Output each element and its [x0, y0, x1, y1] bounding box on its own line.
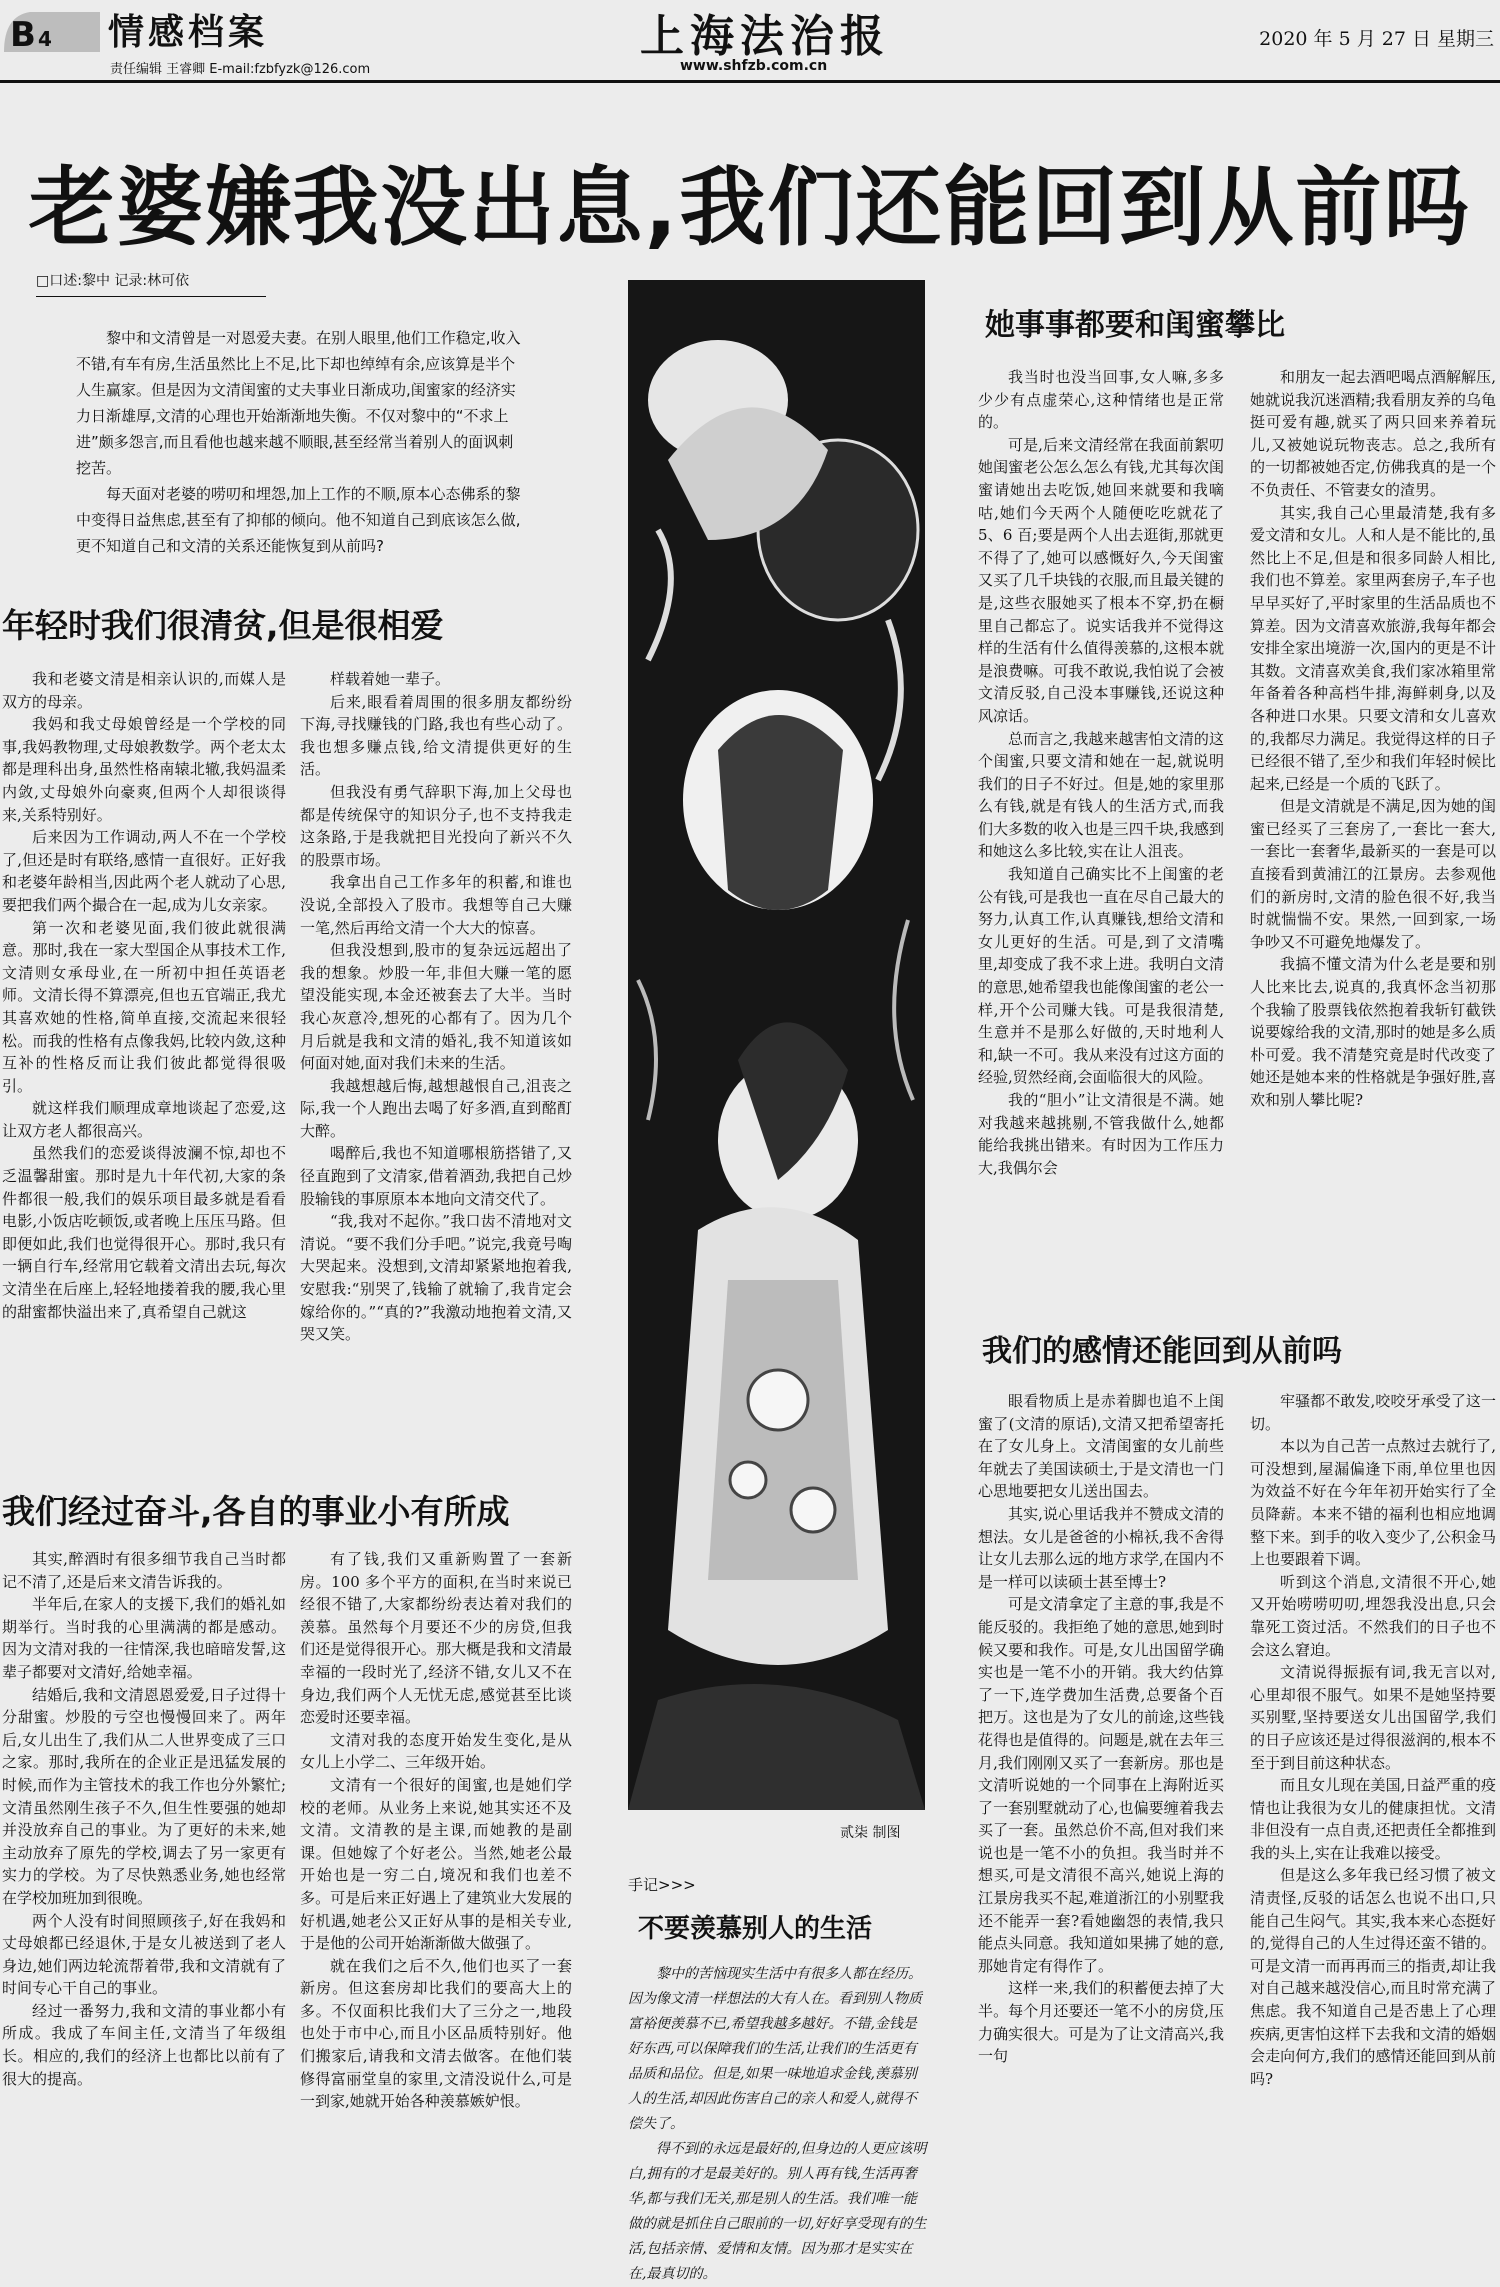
paragraph: 总而言之,我越来越害怕文清的这个闺蜜,只要文清和她在一起,就说明我们的日子不好过。但是,她的家里那么有钱,就是有钱人的生活方式,而我们大多数的收入也是三四千块,我感到和她这么多比较,实在让人沮丧。: [978, 729, 1224, 861]
paragraph: 文清对我的态度开始发生变化,是从女儿上小学二、三年级开始。: [300, 1730, 572, 1772]
paragraph: 其实,说心里话我并不赞成文清的想法。女儿是爸爸的小棉袄,我不舍得让女儿去那么远的地方求学,在国内不是一样可以读硕士甚至博士?: [978, 1504, 1224, 1591]
paragraph: 我搞不懂文清为什么老是要和别人比来比去,说真的,我真怀念当初那个我输了股票钱依然抱着我斩钉截铁说要嫁给我的文清,那时的她是多么质朴可爱。我不清楚究竟是时代改变了她还是她本来的性格就是争强好胜,喜欢和别人攀比呢?: [1250, 955, 1496, 1109]
paragraph: 我知道自己确实比不上闺蜜的老公有钱,可是我也一直在尽自己最大的努力,认真工作,认真赚钱,想给文清和女儿更好的生活。可是,到了文清嘴里,却变成了我不求上进。我明白文清的意思,她希望我也能像闺蜜的老公一样,开个公司赚大钱。可是我很清楚,生意并不是那么好做的,天时地利人和,缺一不可。我从来没有过这方面的经验,贸然经商,会面临很大的风险。: [978, 865, 1224, 1087]
paragraph: 得不到的永远是最好的,但身边的人更应该明白,拥有的才是最美好的。别人再有钱,生活再奢华,都与我们无关,那是别人的生活。我们唯一能做的就是抓住自己眼前的一切,好好享受现有的生活,包括亲情、爱情和友情。因为那才是实实在在,最真切的。: [628, 2141, 927, 2282]
page-badge: [0, 6, 104, 56]
paragraph: 结婚后,我和文清恩恩爱爱,日子过得十分甜蜜。炒股的亏空也慢慢回来了。两年后,女儿出生了,我们从二人世界变成了三口之家。那时,我所在的企业正是迅猛发展的时候,而作为主管技术的我工作也分外繁忙;文清虽然刚生孩子不久,但生性要强的她却并没放弃自己的事业。为了更好的未来,她主动放弃了原先的学校,调去了另一家更有实力的学校。为了尽快熟悉业务,她也经常在学校加班加到很晚。: [2, 1685, 286, 1907]
paragraph: 眼看物质上是赤着脚也追不上闺蜜了(文清的原话),文清又把希望寄托在了女儿身上。文清闺蜜的女儿前些年就去了美国读硕士,于是文清也一门心思地要把女儿送出国去。: [978, 1392, 1224, 1501]
paragraph: 听到这个消息,文清很不开心,她又开始唠唠叨叨,埋怨我没出息,只会靠死工资过活。不然我们的日子也不会这么窘迫。: [1250, 1572, 1496, 1659]
paragraph: “我,我对不起你。”我口齿不清地对文清说。“要不我们分手吧。”说完,我竟号啕大哭起来。没想到,文清却紧紧地抱着我,安慰我:“别哭了,钱输了就输了,我肯定会嫁给你的。”“真的?”我激动地抱着文清,又哭又笑。: [300, 1212, 572, 1344]
article-column: [300, 1548, 572, 2113]
paragraph: 这样一来,我们的积蓄便去掉了大半。每个月还要还一笔不小的房贷,压力确实很大。可是为了让文清高兴,我一句: [978, 1979, 1224, 2066]
article-column: [1250, 366, 1496, 1112]
section-heading: 年轻时我们很清贫,但是很相爱: [2, 606, 444, 645]
issue-date: 2020 年 5 月 27 日 星期三: [1259, 28, 1494, 50]
paragraph: 后来因为工作调动,两人不在一个学校了,但还是时有联络,感情一直很好。正好我和老婆年龄相当,因此两个老人就动了心思,要把我们两个撮合在一起,成为儿女亲家。: [2, 828, 286, 914]
paragraph: 其实,我自己心里最清楚,我有多爱文清和女儿。人和人是不能比的,虽然比上不足,但是和很多同龄人相比,我们也不算差。家里两套房子,车子也早早买好了,平时家里的生活品质也不算差。因为文清喜欢旅游,我每年都会安排全家出境游一次,国内的更是不计其数。文清喜欢美食,我们家冰箱里常年备着各种高档牛排,海鲜刺身,以及各种进口水果。只要文清和女儿喜欢的,我都尽力满足。我觉得这样的日子已经很不错了,至少和我们年轻时候比起来,已经是一个质的飞跃了。: [1250, 503, 1496, 793]
intro-paragraph: 黎中和文清曾是一对恩爱夫妻。在别人眼里,他们工作稳定,收入不错,有车有房,生活虽然比上不足,比下却也绰绰有余,应该算是半个人生赢家。但是因为文清闺蜜的丈夫事业日渐成功,闺蜜家的经济实力日渐雄厚,文清的心理也开始渐渐地失衡。不仅对黎中的“不求上进”颇多怨言,而且看他也越来越不顺眼,甚至经常当着别人的面讽刺挖苦。: [76, 329, 521, 477]
paragraph: 可是文清拿定了主意的事,我是不能反驳的。我拒绝了她的意思,她到时候又要和我作。可是,女儿出国留学确实也是一笔不小的开销。我大约估算了一下,连学费加生活费,总要备个百把万。这也是为了女儿的前途,这些钱花得也是值得的。问题是,就在去年三月,我们刚刚又买了一套新房。那也是文清听说她的一个同事在上海附近买了一套别墅就动了心,也偏要缠着我去买了一套。虽然总价不高,但对我们来说也是一笔不小的负担。我当时并不想买,可是文清很不高兴,她说上海的江景房我买不起,难道浙江的小别墅我还不能弄一套?看她幽怨的表情,我只能点头同意。我知道如果拂了她的意,那她肯定有得作了。: [978, 1595, 1224, 1975]
paragraph: 我妈和我丈母娘曾经是一个学校的同事,我妈教物理,丈母娘教数学。两个老太太都是理科出身,虽然性格南辕北辙,我妈温柔内敛,丈母娘外向豪爽,但两个人却很谈得来,关系特别好。: [2, 715, 286, 824]
masthead-url: www.shfzb.com.cn: [680, 58, 828, 74]
article-column: [2, 668, 286, 1323]
paragraph: 可是,后来文清经常在我面前絮叨她闺蜜老公怎么怎么有钱,尤其每次闺蜜请她出去吃饭,她回来就要和我嘀咕,她们今天两个人随便吃吃就花了 5、6 百;要是两个人出去逛街,那就更不得了了,她可以感慨好久,今天闺蜜又买了几千块钱的衣服,而且最关键的是,这些衣服她买了根本不穿,扔在橱里自己都忘了。说实话我并不觉得这样的生活有什么值得羡慕的,这根本就是浪费嘛。可我不敢说,我怕说了会被文清反驳,自己没本事赚钱,还说这种风凉话。: [978, 435, 1224, 725]
illustration-image: [628, 280, 925, 1810]
paragraph: 我拿出自己工作多年的积蓄,和谁也没说,全部投入了股市。我想等自己大赚一笔,然后再给文清一个大大的惊喜。: [300, 873, 572, 937]
paragraph: 黎中的苦恼现实生活中有很多人都在经历。因为像文清一样想法的大有人在。看到别人物质富裕便羡慕不已,希望我越多越好。不错,金钱是好东西,可以保障我们的生活,让我们的生活更有品质和品位。但是,如果一味地追求金钱,羡慕别人的生活,却因此伤害自己的亲人和爱人,就得不偿失了。: [628, 1966, 922, 2132]
article-column: [300, 668, 572, 1346]
paragraph: 牢骚都不敢发,咬咬牙承受了这一切。: [1250, 1392, 1496, 1433]
main-headline: 老婆嫌我没出息,我们还能回到从前吗: [28, 158, 1472, 258]
paragraph: 本以为自己苦一点熬过去就行了,可没想到,屋漏偏逢下雨,单位里也因为效益不好在今年年初开始实行了全员降薪。本来不错的福利也相应地调整下来。到手的收入变少了,公积金马上也要跟着下调。: [1250, 1437, 1496, 1569]
paragraph: 两个人没有时间照顾孩子,好在我妈和丈母娘都已经退休,于是女儿被送到了老人身边,她们两边轮流帮着带,我和文清就有了时间专心干自己的事业。: [2, 1911, 286, 1998]
paragraph: 我越想越后悔,越想越恨自己,沮丧之际,我一个人跑出去喝了好多酒,直到酩酊大醉。: [300, 1076, 572, 1140]
paragraph: 就在我们之后不久,他们也买了一套新房。但这套房却比我们的要高大上的多。不仅面积比我们大了三分之一,地段也处于市中心,而且小区品质特别好。他们搬家后,请我和文清去做客。在他们装修得富丽堂皇的家里,文清没说什么,可是一到家,她就开始各种羡慕嫉妒恨。: [300, 1956, 572, 2111]
sidebar-title: 不要羡慕别人的生活: [638, 1914, 873, 1944]
paragraph: 样载着她一辈子。: [330, 670, 451, 688]
paragraph: 后来,眼看着周围的很多朋友都纷纷下海,寻找赚钱的门路,我也有些心动了。我也想多赚点钱,给文清提供更好的生活。: [300, 692, 572, 779]
section-heading: 我们的感情还能回到从前吗: [982, 1334, 1342, 1369]
article-column: [1250, 1390, 1496, 2090]
section-title: 情感档案: [108, 12, 269, 53]
paragraph: 第一次和老婆见面,我们彼此就很满意。那时,我在一家大型国企从事技术工作,文清则女承母业,在一所初中担任英语老师。文清长得不算漂亮,但也五官端正,我尤其喜欢她的性格,简单直接,交流起来很轻松。而我的性格有点像我妈,比较内敛,这种互补的性格反而让我们彼此都觉得很吸引。: [2, 918, 286, 1095]
paragraph: 但是文清就是不满足,因为她的闺蜜已经买了三套房了,一套比一套大,一套比一套奢华,最新买的一套是可以直接看到黄浦江的江景房。去参观他们的新房时,文清的脸色很不好,我当时就惴惴不安。果然,一回到家,一场争吵又不可避免地爆发了。: [1250, 797, 1496, 951]
svg-text:B: B: [10, 15, 36, 55]
header-rule: [0, 80, 1500, 83]
paragraph: 虽然我们的恋爱谈得波澜不惊,却也不乏温馨甜蜜。那时是九十年代初,大家的条件都很一般,我们的娱乐项目最多就是看看电影,小饭店吃顿饭,或者晚上压压马路。但即便如此,我们也觉得很开心。那时,我只有一辆自行车,经常用它载着文清出去玩,每次文清坐在后座上,轻轻地搂着我的腰,我心里的甜蜜都快溢出来了,真希望自己就这: [2, 1144, 286, 1321]
intro-paragraph: 每天面对老婆的唠叨和埋怨,加上工作的不顺,原本心态佛系的黎中变得日益焦虑,甚至有了抑郁的倾向。他不知道自己到底该怎么做,更不知道自己和文清的关系还能恢复到从前吗?: [76, 485, 521, 555]
section-heading: 她事事都要和闺蜜攀比: [985, 308, 1285, 343]
article-column: [978, 366, 1224, 1179]
editor-line: 责任编辑 王睿卿 E-mail:fzbfyzk@126.com: [110, 62, 371, 77]
paragraph: 有了钱,我们又重新购置了一套新房。100 多个平方的面积,在当时来说已经很不错了,大家都纷纷表达着对我们的羡慕。虽然每个月要还不少的房贷,但我们还是觉得很开心。那大概是我和文清最幸福的一段时光了,经济不错,女儿又不在身边,我们两个人无忧无虑,感觉甚至比谈恋爱时还要幸福。: [300, 1550, 572, 1727]
paragraph: 我当时也没当回事,女人嘛,多多少少有点虚荣心,这种情绪也是正常的。: [978, 368, 1224, 432]
article-column: [978, 1390, 1224, 2068]
paragraph: 但是这么多年我已经习惯了被文清责怪,反驳的话怎么也说不出口,只能自己生闷气。其实,我本来心态挺好的,觉得自己的人生过得还蛮不错的。可是文清一而再再而三的指责,却让我对自己越来越没信心,而且时常充满了焦虑。我不知道自己是否患上了心理疾病,更害怕这样下去我和文清的婚姻会走向何方,我们的感情还能回到从前吗?: [1250, 1866, 1496, 2088]
paragraph: 我的“胆小”让文清很是不满。她对我越来越挑剔,不管我做什么,她都能给我挑出错来。有时因为工作压力大,我偶尔会: [978, 1091, 1224, 1177]
masthead-logo: 上海法治报: [640, 11, 890, 62]
paragraph: 文清说得振振有词,我无言以对,心里却很不服气。如果不是她坚持要买别墅,坚持要送女儿出国留学,我们的日子应该还是过得很滋润的,根本不至于到目前这种状态。: [1250, 1663, 1496, 1772]
paragraph: 经过一番努力,我和文清的事业都小有所成。我成了车间主任,文清当了年级组长。相应的,我们的经济上也都比以前有了很大的提高。: [2, 2001, 286, 2088]
paragraph: 和朋友一起去酒吧喝点酒解解压,她就说我沉迷酒精;我看朋友养的乌龟挺可爱有趣,就买了两只回来养着玩儿,又被她说玩物丧志。总之,我所有的一切都被她否定,仿佛我真的是一个不负责任、不管妻女的渣男。: [1250, 368, 1496, 499]
section-heading: 我们经过奋斗,各自的事业小有所成: [2, 1492, 510, 1531]
paragraph: 但我没想到,股市的复杂远远超出了我的想象。炒股一年,非但大赚一笔的愿望没能实现,本金还被套去了大半。当时我心灰意冷,想死的心都有了。因为几个月后就是我和文清的婚礼,我不知道该如何面对她,面对我们未来的生活。: [300, 941, 572, 1073]
paragraph: 喝醉后,我也不知道哪根筋搭错了,又径直跑到了文清家,借着酒劲,我把自己炒股输钱的事原原本本地向文清交代了。: [300, 1144, 572, 1208]
paragraph: 而且女儿现在美国,日益严重的疫情也让我很为女儿的健康担忧。文清非但没有一点自责,还把责任全都推到我的头上,实在让我难以接受。: [1250, 1776, 1496, 1862]
sidebar-body: [628, 1962, 928, 2287]
article-column: [2, 1548, 286, 2090]
svg-text:4: 4: [38, 27, 52, 51]
paragraph: 其实,醉酒时有很多细节我自己当时都记不清了,还是后来文清告诉我的。: [2, 1550, 286, 1591]
byline-rule: [36, 296, 266, 297]
paragraph: 我和老婆文清是相亲认识的,而媒人是双方的母亲。: [2, 670, 286, 711]
paragraph: 文清有一个很好的闺蜜,也是她们学校的老师。从业务上来说,她其实还不及文清。文清教的是主课,而她教的是副课。但她嫁了个好老公。当然,她老公最开始也是一穷二白,境况和我们也差不多。可是后来正好遇上了建筑业大发展的好机遇,她老公又正好从事的是相关专业,于是他的公司开始渐渐做大做强了。: [300, 1775, 572, 1953]
byline: □口述:黎中 记录:林可依: [36, 273, 190, 289]
illustration-credit: 贰柒 制图: [840, 1825, 901, 1841]
article-intro: [76, 325, 528, 559]
sidebar-label: 手记>>>: [628, 1876, 696, 1894]
paragraph: 半年后,在家人的支援下,我们的婚礼如期举行。当时我的心里满满的都是感动。因为文清对我的一往情深,我也暗暗发誓,这辈子都要对文清好,给她幸福。: [2, 1595, 286, 1681]
paragraph: 就这样我们顺理成章地谈起了恋爱,这让双方老人都很高兴。: [2, 1099, 286, 1140]
paragraph: 但我没有勇气辞职下海,加上父母也都是传统保守的知识分子,也不支持我走这条路,于是我就把目光投向了新兴不久的股票市场。: [300, 782, 572, 869]
